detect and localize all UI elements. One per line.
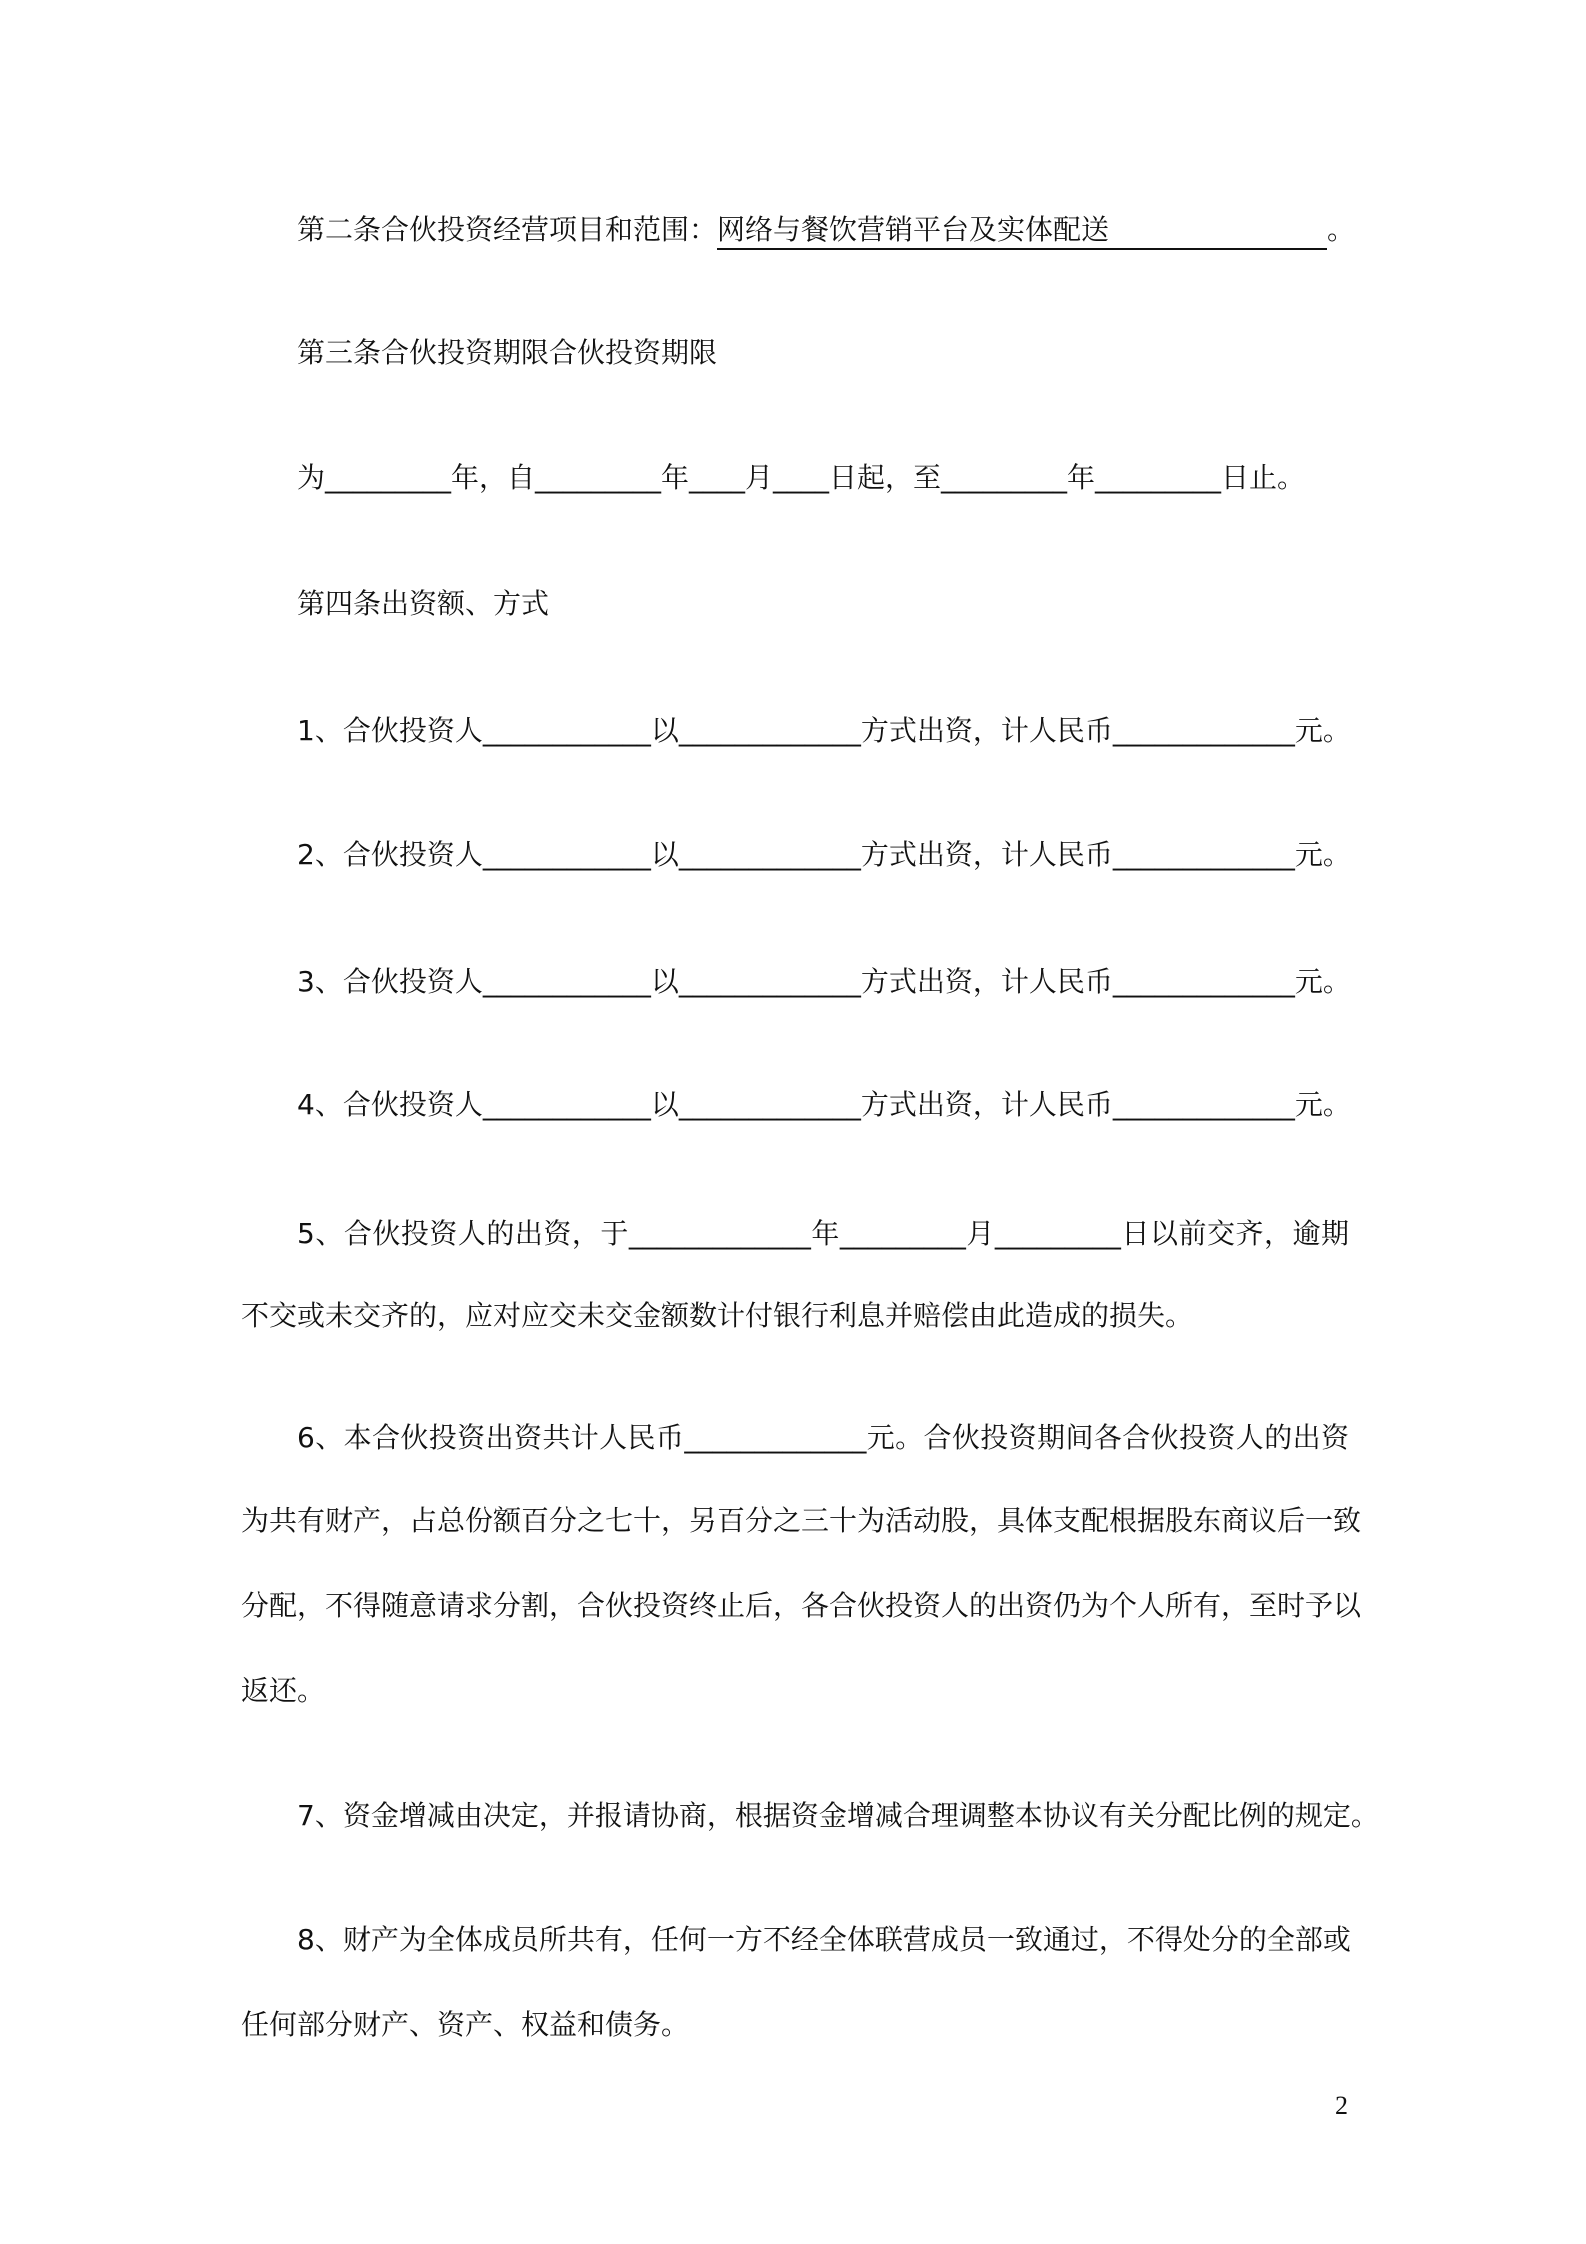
article2-label: 第二条合伙投资经营项目和范围： [297,213,718,246]
article4-heading: 第四条出资额、方式 [297,587,550,620]
contribution-item-2: 2、合伙投资人____________以_____________方式出资，计人民币_____________元。 [297,838,1351,871]
clause-5-line-1: 5、合伙投资人的出资，于_____________年_________月_________日以前交齐，逾期 [297,1217,1349,1250]
clause-6-line-2: 为共有财产，占总份额百分之七十，另百分之三十为活动股，具体支配根据股东商议后一致 [241,1504,1362,1537]
business-scope-field: 网络与餐饮营销平台及实体配送 [717,212,1327,250]
clause-7-line-1: 7、资金增减由决定，并报请协商，根据资金增减合理调整本协议有关分配比例的规定。 [297,1799,1379,1832]
page-number: 2 [1335,2091,1348,2120]
clause-5-line-2: 不交或未交齐的，应对应交未交金额数计付银行利息并赔偿由此造成的损失。 [241,1299,1194,1332]
clause-8-line-1: 8、财产为全体成员所共有，任何一方不经全体联营成员一致通过，不得处分的全部或 [297,1923,1351,1956]
article3-heading: 第三条合伙投资期限合伙投资期限 [297,336,718,369]
clause-6-line-3: 分配，不得随意请求分割，合伙投资终止后，各合伙投资人的出资仍为个人所有，至时予以 [241,1589,1362,1622]
clause-6-line-4: 返还。 [241,1674,326,1707]
clause-6-line-1: 6、本合伙投资出资共计人民币_____________元。合伙投资期间各合伙投资人的出资 [297,1421,1349,1454]
article2-end-mark: 。 [1327,213,1356,246]
contribution-item-4: 4、合伙投资人____________以_____________方式出资，计人民币_____________元。 [297,1088,1351,1121]
contribution-item-3: 3、合伙投资人____________以_____________方式出资，计人民币_____________元。 [297,965,1351,998]
contribution-item-1: 1、合伙投资人____________以_____________方式出资，计人民币_____________元。 [297,714,1351,747]
article2-line [297,210,1355,250]
clause-8-line-2: 任何部分财产、资产、权益和债务。 [241,2008,690,2041]
article3-term-line: 为_________年，自_________年____月____日起，至_________年_________日止。 [297,461,1306,494]
